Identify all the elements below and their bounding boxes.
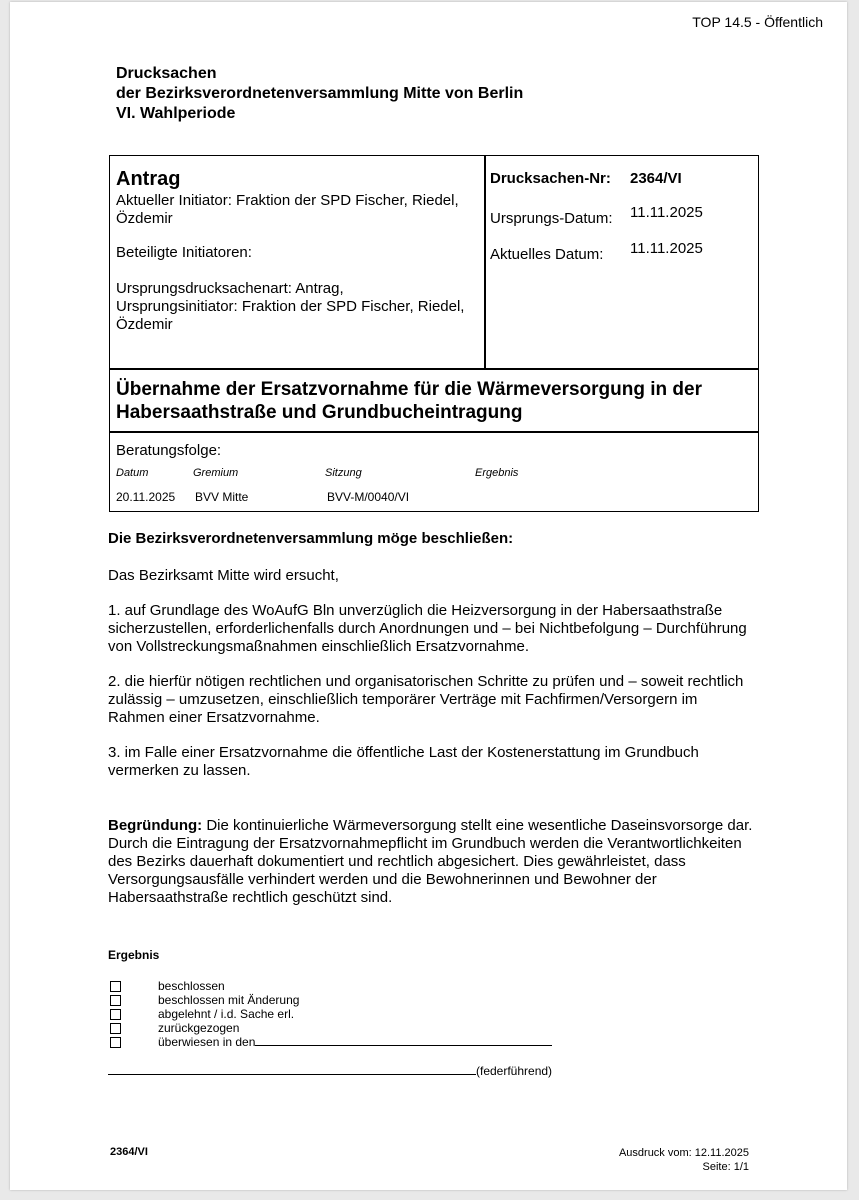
- committee-blank-line[interactable]: [255, 1035, 552, 1046]
- checkbox[interactable]: [110, 995, 121, 1006]
- point-2: 2. die hierfür nötigen rechtlichen und organisatorischen Schritte zu prüfen und – soweit rechtlich zulässig – umzusetzen, einschließlich temporärer Verträge mit Fachfirmen/Versorgern im Rahmen einer Ersatzvornahme.: [108, 673, 744, 726]
- checkbox[interactable]: [110, 1009, 121, 1020]
- document-subject: Übernahme der Ersatzvornahme für die Wärmeversorgung in der Habersaathstraße und Grundbucheintragung: [116, 379, 702, 423]
- request-intro: Das Bezirksamt Mitte wird ersucht,: [108, 567, 339, 584]
- result-option-label: überwiesen in den: [158, 1035, 256, 1049]
- justification-text: Die kontinuierliche Wärmeversorgung stellt eine wesentliche Daseinsvorsorge dar. Durch die Eintragung der Ersatzvornahmepflicht im Grundbuch werden die Verantwortlichkeiten des Bezirks dauerhaft dokumentiert und rechtlich abgesichert. Dies gewährleistet, dass Versorgungsausfälle verhindert werden und die Bewohnerinnen und Bewohner der Habersaathstraße rechtlich geschützt sind.: [108, 817, 753, 906]
- point-3: 3. im Falle einer Ersatzvornahme die öffentliche Last der Kostenerstattung im Grundbuch vermerken zu lassen.: [108, 744, 699, 779]
- involved-initiators: Beteiligte Initiatoren:: [116, 244, 252, 261]
- result-option-label-container: [158, 1035, 552, 1049]
- row-date: 20.11.2025: [116, 490, 176, 504]
- column-header-session: Sitzung: [325, 467, 362, 479]
- result-option-label: zurückgezogen: [158, 1021, 240, 1035]
- current-initiator: Aktueller Initiator: Fraktion der SPD Fischer, Riedel, Özdemir: [116, 192, 459, 227]
- print-date: Ausdruck vom: 12.11.2025: [618, 1147, 749, 1159]
- checkbox[interactable]: [110, 1037, 121, 1048]
- result-heading: Ergebnis: [108, 948, 160, 962]
- origin-date: 11.11.2025: [630, 204, 703, 221]
- checkbox[interactable]: [110, 1023, 121, 1034]
- box-divider-horizontal: [110, 368, 758, 370]
- checkbox[interactable]: [110, 981, 121, 992]
- header-line-2: der Bezirksverordnetenversammlung Mitte von Berlin: [116, 85, 524, 102]
- document-header: [116, 64, 523, 124]
- document-number-label: Drucksachen-Nr:: [490, 170, 611, 187]
- origin-date-label: Ursprungs-Datum:: [490, 210, 613, 227]
- box-divider-horizontal: [110, 431, 758, 433]
- origin-initiator: Ursprungsinitiator: Fraktion der SPD Fischer, Riedel, Özdemir: [116, 298, 465, 333]
- row-committee: BVV Mitte: [195, 490, 249, 504]
- current-date-label: Aktuelles Datum:: [490, 246, 604, 263]
- info-box: [109, 155, 759, 512]
- current-date: 11.11.2025: [630, 240, 703, 257]
- document-number: 2364/VI: [630, 170, 682, 187]
- page-number: Seite: 1/1: [702, 1161, 749, 1173]
- result-option-label: beschlossen mit Änderung: [158, 993, 300, 1007]
- origin-info: [116, 280, 478, 334]
- point-1: 1. auf Grundlage des WoAufG Bln unverzüglich die Heizversorgung in der Habersaathstraße sicherzustellen, erforderlichenfalls durch Anordnungen und – bei Nichtbefolgung – Durchführung von Vollstreckungsmaßnahmen einschließlich Ersatzvornahme.: [108, 602, 747, 655]
- justification-label: Begründung:: [108, 817, 203, 834]
- column-header-result: Ergebnis: [475, 467, 519, 479]
- column-header-committee: Gremium: [193, 467, 239, 479]
- result-option-label: abgelehnt / i.d. Sache erl.: [158, 1007, 295, 1021]
- justification: [108, 817, 758, 907]
- row-session: BVV-M/0040/VI: [327, 490, 410, 504]
- document-page: [10, 2, 847, 1190]
- lead-committee-label: (federführend): [476, 1064, 553, 1078]
- footer-print-info: [619, 1146, 749, 1174]
- resolution-intro: Die Bezirksverordnetenversammlung möge beschließen:: [108, 530, 514, 547]
- lead-committee-blank-line[interactable]: [108, 1064, 476, 1075]
- header-line-3: VI. Wahlperiode: [116, 105, 236, 122]
- result-option-label: beschlossen: [158, 979, 225, 993]
- footer-document-number: 2364/VI: [110, 1146, 148, 1158]
- origin-type: Ursprungsdrucksachenart: Antrag,: [116, 280, 344, 297]
- lead-committee-line: [108, 1064, 552, 1078]
- header-line-1: Drucksachen: [116, 65, 217, 82]
- consultation-sequence-label: Beratungsfolge:: [116, 442, 222, 459]
- box-divider-vertical: [484, 156, 486, 368]
- top-label: TOP 14.5 - Öffentlich: [692, 14, 823, 30]
- column-header-date: Datum: [116, 467, 149, 479]
- document-type: Antrag: [116, 168, 181, 190]
